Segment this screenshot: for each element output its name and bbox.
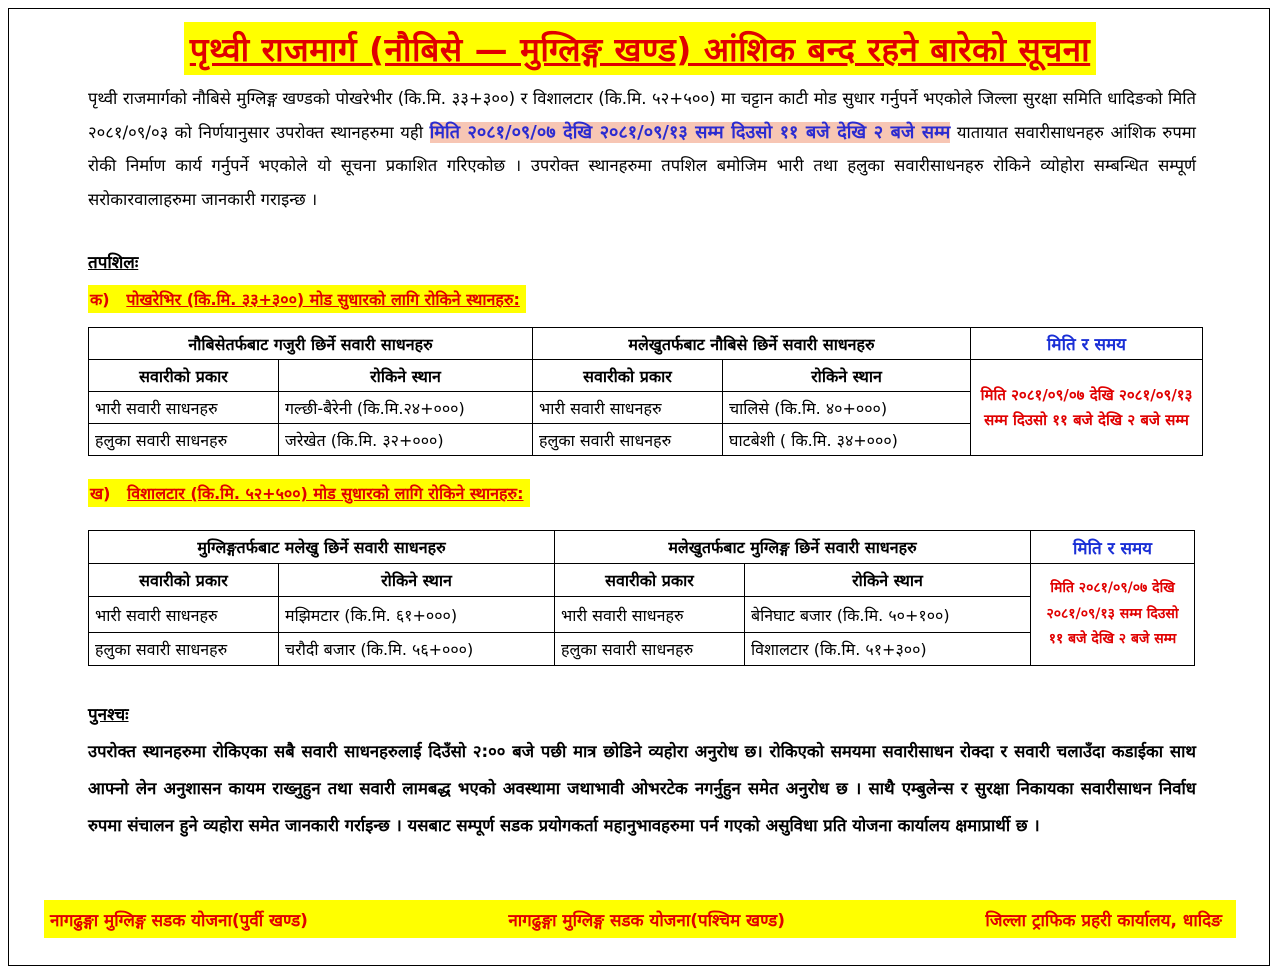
tapashil-label: तपशिलः — [88, 253, 139, 273]
ps-paragraph: उपरोक्त स्थानहरुमा रोकिएका सबै सवारी साधनहरुलाई दिउँसो २:०० बजे पछी मात्र छोडिने व्यहोरा अनुरोध छ। रोकिएको समयमा सवारीसाधन रोक्दा र सवारी चलाउँदा कडाईका साथ आफ्नो लेन अनुशासन कायम राख्नुहुन तथा सवारी लामबद्ध भएको अवस्थामा जथाभावी ओभरटेक नगर्नुहुन समेत अनुरोध छ । साथै एम्बुलेन्स र सुरक्षा निकायका सवारीसाधन निर्वाध रुपमा संचालन हुने व्यहोरा समेत जानकारी गर्राइन्छ । यसबाट सम्पूर्ण सडक प्रयोगकर्ता महानुभावहरुमा पर्न गएको असुविधा प्रति योजना कार्यालय क्षमाप्रार्थी छ । — [88, 742, 1196, 835]
intro-date-highlight: मिति २०८१/०९/०७ देखि २०८१/०९/१३ सम्म दिउसो ११ बजे देखि २ बजे सम्म — [429, 121, 951, 143]
section-b-date-cell: मिति २०८१/०९/०७ देखि २०८१/०९/१३ सम्म दिउसो ११ बजे देखि २ बजे सम्म — [1031, 564, 1195, 666]
section-b-right-type-header: सवारीको प्रकार — [555, 564, 745, 597]
section-b-row2-left-type: हलुका सवारी साधनहरु — [89, 633, 279, 666]
section-b-row1-left-type: भारी सवारी साधनहरु — [89, 597, 279, 633]
section-b-row2-right-place: विशालटार (कि.मि. ५१+३००) — [745, 633, 1031, 666]
section-b-row1-left-place: मझिमटार (कि.मि. ६१+०००) — [279, 597, 555, 633]
intro-paragraph — [88, 82, 1196, 216]
section-a-row2-left-type: हलुका सवारी साधनहरु — [89, 424, 279, 456]
section-b-heading — [88, 479, 530, 507]
section-a-date-header: मिति र समय — [971, 328, 1203, 360]
section-a-heading — [88, 285, 526, 313]
ps-label: पुनश्चः — [88, 705, 129, 725]
section-a-row1-left-place: गल्छी-बैरेनी (कि.मि.२४+०००) — [279, 392, 533, 424]
section-b-date-header: मिति र समय — [1031, 531, 1195, 564]
footer-bar — [44, 900, 1236, 938]
footer-left: नागढुङ्गा मुग्लिङ्ग सडक योजना(पुर्वी खण्ड) — [50, 910, 308, 931]
section-a-right-type-header: सवारीको प्रकार — [533, 360, 723, 392]
section-a-row1-left-type: भारी सवारी साधनहरु — [89, 392, 279, 424]
table-row — [89, 597, 1195, 633]
section-b-right-group-header: मलेखुतर्फबाट मुग्लिङ्ग छिर्ने सवारी साधनहरु — [555, 531, 1031, 564]
section-a-table — [88, 327, 1203, 456]
intro-text-end: यातायात सवारीसाधनहरु आंशिक रुपमा रोकी निर्माण कार्य गर्नुपर्ने भएकोले यो सूचना प्रकाशित गरिएकोछ । उपरोक्त स्थानहरुमा तपशिल बमोजिम भारी तथा हलुका सवारीसाधनहरु रोकिने व्योहोरा सम्बन्धित सम्पूर्ण सरोकारवालाहरुमा जानकारी गराइन्छ । — [88, 122, 1196, 209]
section-a-left-type-header: सवारीको प्रकार — [89, 360, 279, 392]
footer-center: नागढुङ्गा मुग्लिङ्ग सडक योजना(पश्चिम खण्ड) — [508, 910, 786, 931]
section-a-right-group-header: मलेखुतर्फबाट नौबिसे छिर्ने सवारी साधनहरु — [533, 328, 971, 360]
section-a-row2-right-place: घाटबेशी ( कि.मि. ३४+०००) — [723, 424, 971, 456]
section-a-heading-text: पोखरेभिर (कि.मि. ३३+३००) मोड सुधारको लागि रोकिने स्थानहरु: — [126, 290, 520, 309]
section-b-row1-right-type: भारी सवारी साधनहरु — [555, 597, 745, 633]
section-a-row2-right-type: हलुका सवारी साधनहरु — [533, 424, 723, 456]
section-a-left-place-header: रोकिने स्थान — [279, 360, 533, 392]
title-wrapper — [0, 22, 1280, 75]
section-a-date-cell: मिति २०८१/०९/०७ देखि २०८१/०९/१३ सम्म दिउसो ११ बजे देखि २ बजे सम्म — [971, 360, 1203, 456]
section-b-table — [88, 530, 1195, 666]
section-a-marker: क) — [90, 290, 110, 309]
section-a-row1-right-place: चालिसे (कि.मि. ४०+०००) — [723, 392, 971, 424]
section-a-right-place-header: रोकिने स्थान — [723, 360, 971, 392]
section-a-left-group-header: नौबिसेतर्फबाट गजुरी छिर्ने सवारी साधनहरु — [89, 328, 533, 360]
section-b-heading-text: विशालटार (कि.मि. ५२+५००) मोड सुधारको लागि रोकिने स्थानहरु: — [127, 484, 524, 503]
table-row — [89, 633, 1195, 666]
section-b-left-group-header: मुग्लिङ्गतर्फबाट मलेखु छिर्ने सवारी साधनहरु — [89, 531, 555, 564]
section-b-left-type-header: सवारीको प्रकार — [89, 564, 279, 597]
section-b-marker: ख) — [90, 484, 111, 503]
section-b-left-place-header: रोकिने स्थान — [279, 564, 555, 597]
section-a-row1-right-type: भारी सवारी साधनहरु — [533, 392, 723, 424]
section-b-right-place-header: रोकिने स्थान — [745, 564, 1031, 597]
notice-title: पृथ्वी राजमार्ग (नौबिसे — मुग्लिङ्ग खण्ड) आंशिक बन्द रहने बारेको सूचना — [184, 22, 1096, 75]
intro-text-start: पृथ्वी राजमार्गको नौबिसे मुग्लिङ्ग खण्डको पोखरेभीर (कि.मि. ३३+३००) र विशालटार (कि.मि. ५२+५००) मा चट्टान काटी मोड सुधार गर्नुपर्ने भएकोले जिल्ला सुरक्षा समिति धादिङको मिति २०८१/०९/०३ को निर्णयानुसार उपरोक्त स्थानहरुमा यही — [88, 89, 1196, 142]
section-b-row2-right-type: हलुका सवारी साधनहरु — [555, 633, 745, 666]
section-b-row2-left-place: चरौदी बजार (कि.मि. ५६+०००) — [279, 633, 555, 666]
section-a-row2-left-place: जरेखेत (कि.मि. ३२+०००) — [279, 424, 533, 456]
section-b-row1-right-place: बेनिघाट बजार (कि.मि. ५०+१००) — [745, 597, 1031, 633]
footer-right: जिल्ला ट्राफिक प्रहरी कार्यालय, धादिङ — [985, 910, 1222, 931]
